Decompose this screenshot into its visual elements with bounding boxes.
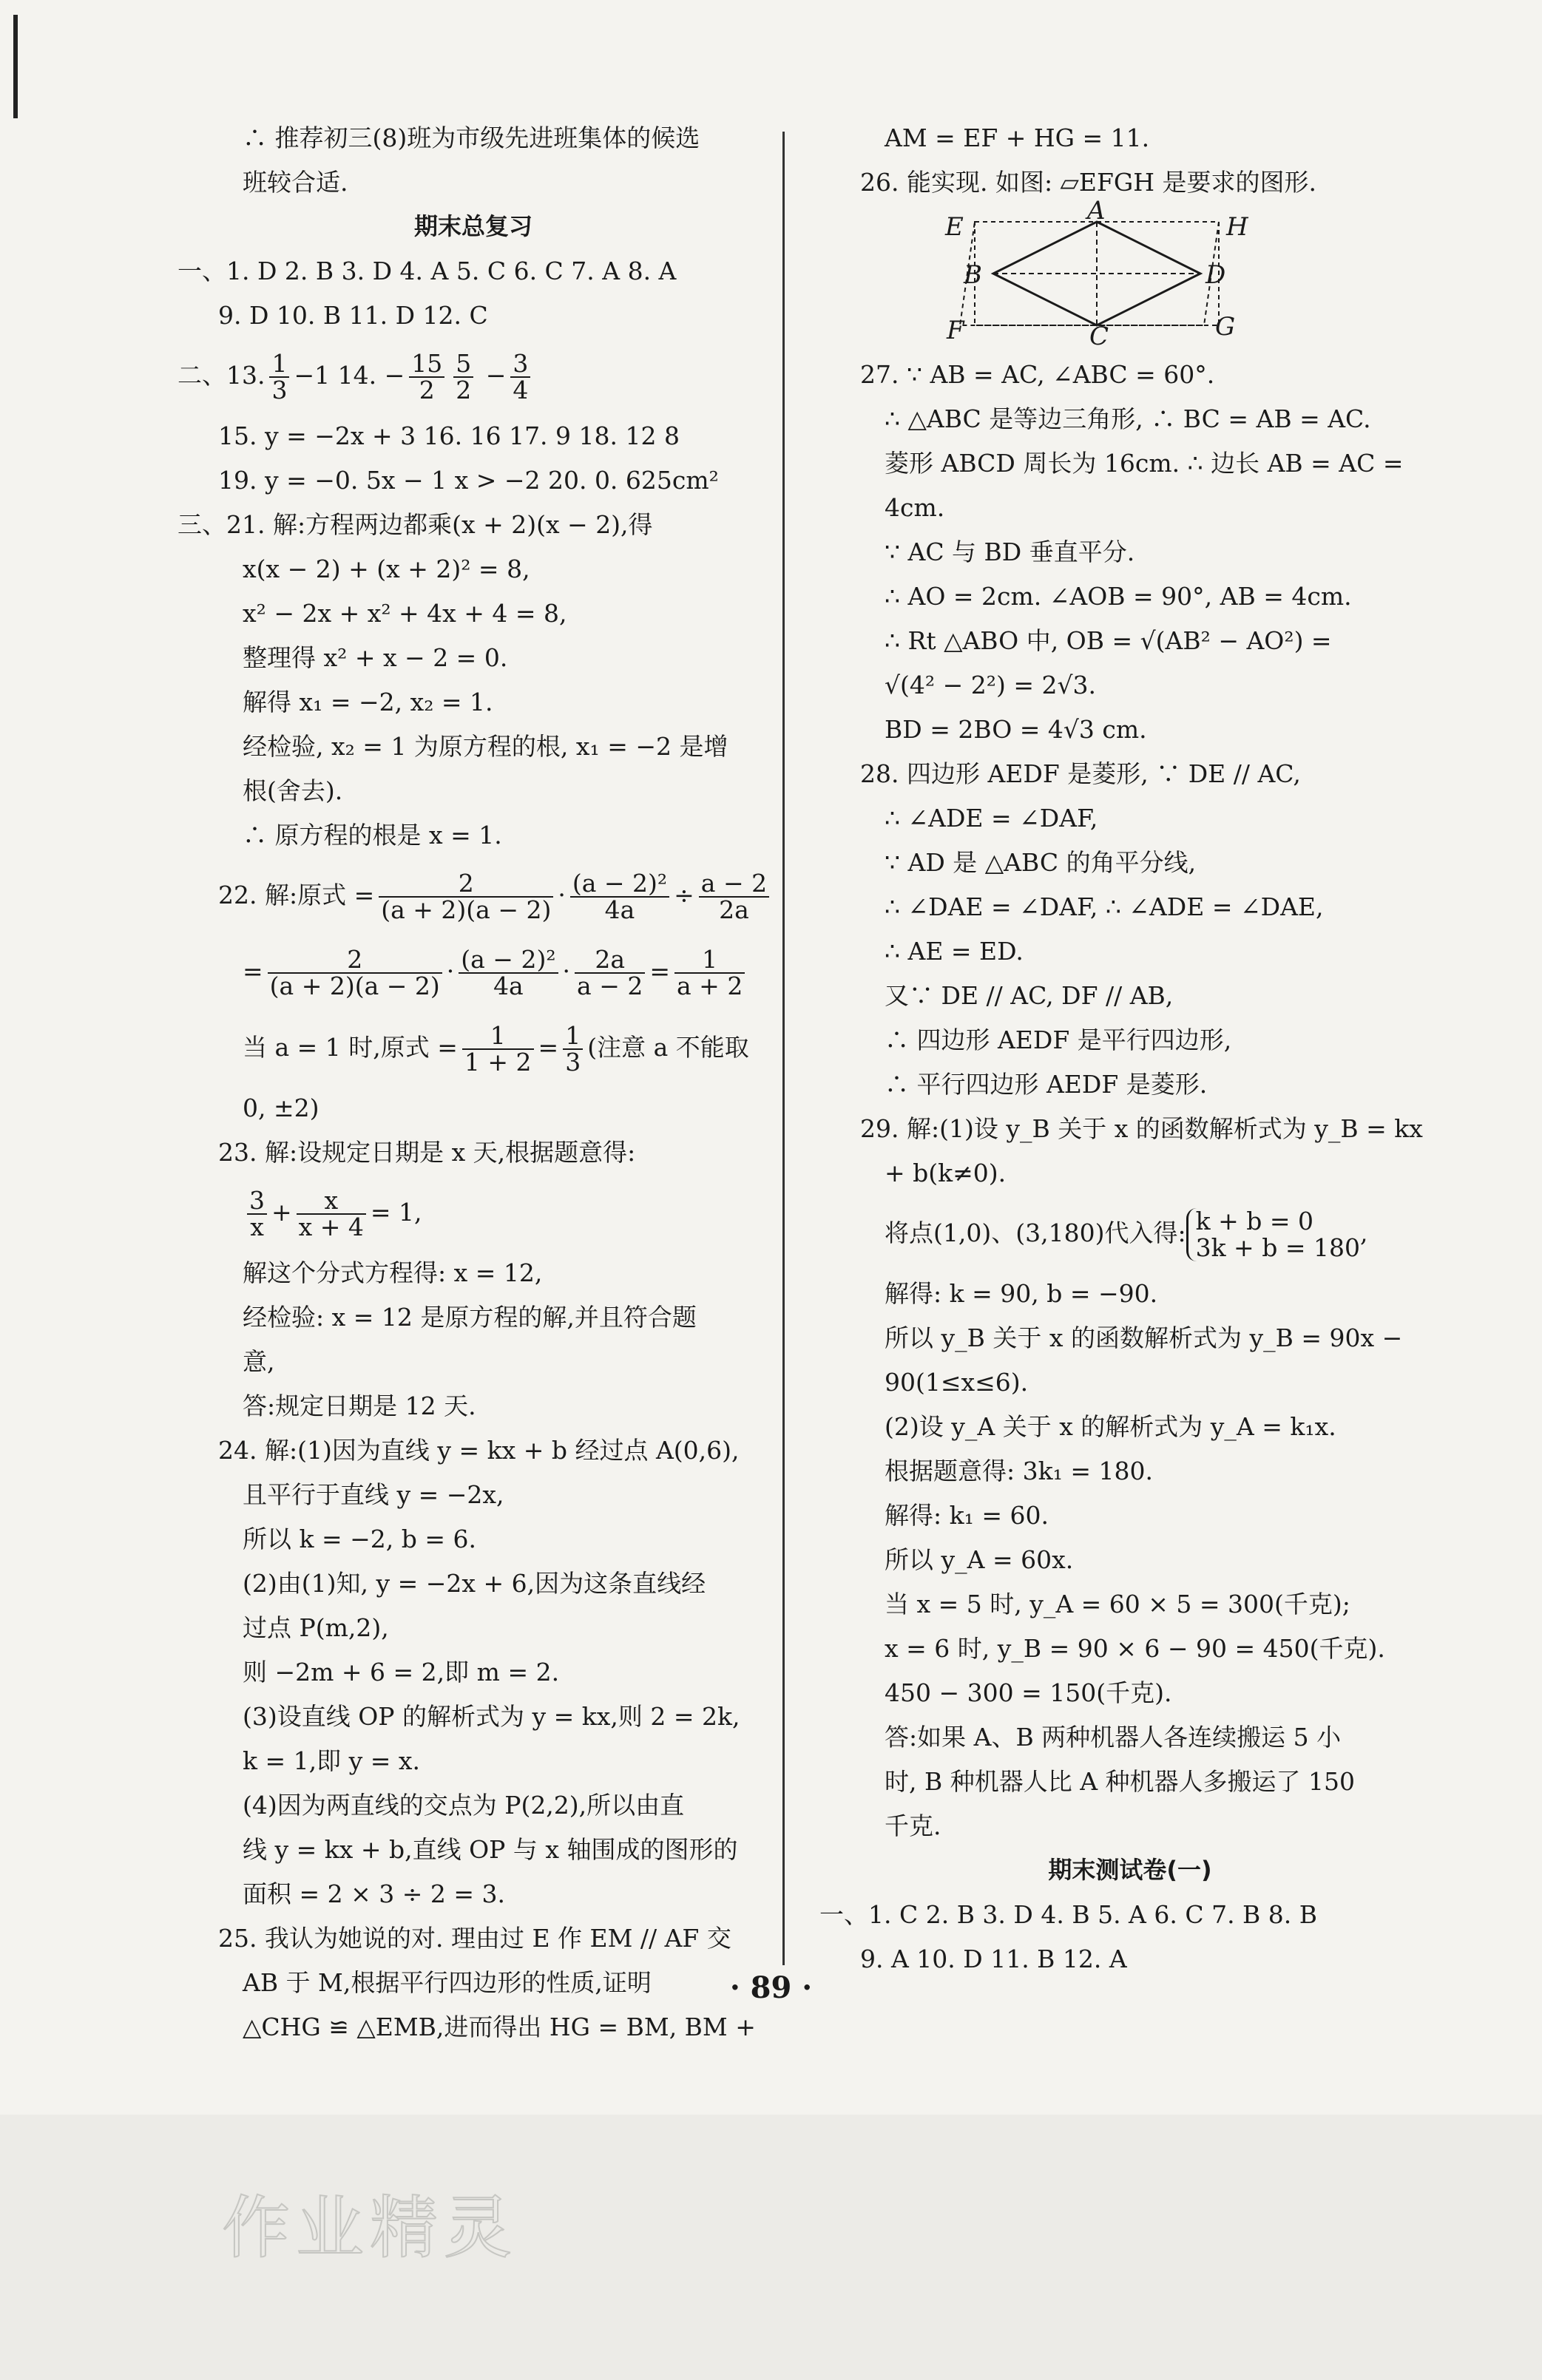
text-line: ∴ Rt △ABO 中, OB = √(AB² − AO²) = [885, 626, 1332, 655]
fraction: $\frac{5}{2}$ [453, 351, 473, 403]
column-divider [782, 132, 785, 1965]
fraction: $\frac{2}{(a + 2)(a - 2)}$ [379, 871, 553, 923]
section-heading: 期末总复习 [413, 212, 532, 240]
text-line: (4)因为两直线的交点为 P(2,2),所以由直 [243, 1791, 685, 1820]
text-line: x² − 2x + x² + 4x + 4 = 8, [243, 599, 567, 628]
text-line: √(4² − 2²) = 2√3. [885, 671, 1096, 699]
text-line: 0, ±2) [243, 1094, 319, 1122]
solution-22-line2 [177, 942, 769, 1001]
text-line: ∵ AD 是 △ABC 的角平分线, [885, 848, 1197, 877]
text-line: 千克. [885, 1811, 941, 1840]
text-line: 9. A 10. D 11. B 12. A [860, 1945, 1127, 1973]
fraction: $\frac{3}{4}$ [510, 351, 530, 403]
math-text: 二、13. [177, 361, 266, 390]
math-text: = [649, 957, 671, 986]
text-line: (3)设直线 OP 的解析式为 y = kx,则 2 = 2k, [243, 1702, 740, 1731]
lower-margin [0, 2115, 1542, 2380]
label-e: E [945, 212, 964, 242]
text-line: (2)设 y_A 关于 x 的解析式为 y_A = k₁x. [885, 1412, 1336, 1441]
fraction: $\frac{1}{a + 2}$ [674, 947, 745, 999]
text-line: AM = EF + HG = 11. [885, 123, 1150, 152]
text-line: 450 − 300 = 150(千克). [885, 1678, 1172, 1707]
text-line: 三、21. 解:方程两边都乘(x + 2)(x − 2),得 [177, 510, 653, 539]
text-line: 29. 解:(1)设 y_B 关于 x 的函数解析式为 y_B = kx [860, 1114, 1423, 1143]
fraction: $\frac{\text{(a − 2)²}}{4a}$ [459, 947, 558, 999]
page-number: · 89 · [729, 1970, 813, 2005]
text-line: 答:如果 A、B 两种机器人各连续搬运 5 小 [885, 1723, 1342, 1752]
text-line: ∴ 平行四边形 AEDF 是菱形. [885, 1070, 1208, 1099]
text-line: k = 1,即 y = x. [243, 1746, 420, 1775]
section-heading: 期末测试卷(一) [1048, 1856, 1212, 1884]
math-text: · [562, 957, 571, 986]
right-column [819, 124, 1441, 1990]
fraction: $\frac{1}{3}$ [563, 1023, 583, 1075]
text-line: 意, [243, 1347, 275, 1376]
text-line: 则 −2m + 6 = 2,即 m = 2. [243, 1658, 560, 1686]
equation-system [1186, 1208, 1360, 1261]
text-line: 经检验, x₂ = 1 为原方程的根, x₁ = −2 是增 [243, 732, 728, 761]
math-text: 当 a = 1 时,原式 = [243, 1033, 458, 1062]
text-line: 23. 解:设规定日期是 x 天,根据题意得: [218, 1138, 636, 1167]
text-line: ∴ ∠ADE = ∠DAF, [885, 804, 1098, 833]
text-line: 经检验: x = 12 是原方程的解,并且符合题 [243, 1303, 697, 1332]
text-line: ∵ AC 与 BD 垂直平分. [885, 538, 1135, 566]
equation-1: k + b = 0 [1195, 1207, 1313, 1235]
math-text: + [271, 1198, 292, 1227]
text-line: 4cm. [885, 493, 945, 522]
label-a: A [1087, 196, 1106, 226]
fraction: $\frac{x}{x + 4}$ [297, 1188, 366, 1240]
scan-edge-mark [13, 15, 18, 118]
answer-line-13-14 [177, 346, 769, 405]
label-c: C [1089, 322, 1109, 351]
math-text: (注意 a 不能取 [587, 1033, 749, 1062]
text-line: △CHG ≌ △EMB,进而得出 HG = BM, BM + [243, 2013, 756, 2041]
fraction: $\frac{3}{x}$ [247, 1188, 267, 1240]
text-line: 25. 我认为她说的对. 理由过 E 作 EM // AF 交 [218, 1924, 731, 1953]
math-text: = [243, 957, 263, 986]
text-line: 菱形 ABCD 周长为 16cm. ∴ 边长 AB = AC = [885, 449, 1404, 478]
text-line: 时, B 种机器人比 A 种机器人多搬运了 150 [885, 1767, 1356, 1796]
label-f: F [947, 316, 964, 345]
math-text: · [446, 957, 455, 986]
text-line: 90(1≤x≤6). [885, 1368, 1029, 1397]
parallelogram-figure [819, 196, 1441, 351]
fraction: $\frac{2a}{a - 2}$ [575, 947, 645, 999]
label-b: B [964, 260, 982, 290]
solution-22-line3 [177, 1018, 769, 1077]
text-line: 所以 y_A = 60x. [885, 1545, 1074, 1574]
solution-22-line1 [177, 866, 769, 925]
fraction: $\frac{15}{2}$ [409, 351, 444, 403]
label-h: H [1226, 212, 1248, 242]
text-line: BD = 2BO = 4√3 cm. [885, 715, 1147, 744]
text-line: 24. 解:(1)因为直线 y = kx + b 经过点 A(0,6), [218, 1436, 740, 1465]
text-line: 整理得 x² + x − 2 = 0. [243, 643, 508, 672]
text-line: 解得: k₁ = 60. [885, 1501, 1049, 1530]
math-text: · [558, 881, 566, 909]
text-line: 线 y = kx + b,直线 OP 与 x 轴围成的图形的 [243, 1835, 738, 1864]
text-line: x = 6 时, y_B = 90 × 6 − 90 = 450(千克). [885, 1634, 1385, 1663]
text-line: 一、1. D 2. B 3. D 4. A 5. C 6. C 7. A 8. A [177, 257, 677, 285]
math-text: , [1359, 1218, 1368, 1247]
math-text: 22. 解:原式 = [218, 881, 375, 909]
fraction: $\frac{1}{1 + 2}$ [462, 1023, 534, 1075]
text-line: ∴ 原方程的根是 x = 1. [243, 821, 502, 850]
equation-2: 3k + b = 180 [1195, 1233, 1360, 1262]
text-line: 解得: k = 90, b = −90. [885, 1279, 1158, 1308]
text-line: 28. 四边形 AEDF 是菱形, ∵ DE // AC, [860, 759, 1301, 788]
text-line: (2)由(1)知, y = −2x + 6,因为这条直线经 [243, 1569, 706, 1598]
fraction: $\frac{a - 2}{2a}$ [699, 871, 769, 923]
watermark-logo: 作业精灵 [222, 2189, 518, 2268]
fraction: $\frac{2}{(a + 2)(a - 2)}$ [268, 947, 442, 999]
math-text: = 1, [370, 1198, 422, 1227]
text-line: 9. D 10. B 11. D 12. C [218, 301, 488, 330]
text-line: 所以 k = −2, b = 6. [243, 1525, 476, 1553]
text-line: 19. y = −0. 5x − 1 x > −2 20. 0. 625cm² [218, 466, 719, 495]
text-line: 27. ∵ AB = AC, ∠ABC = 60°. [860, 360, 1215, 389]
text-line: ∴ 四边形 AEDF 是平行四边形, [885, 1025, 1232, 1054]
text-line: 解这个分式方程得: x = 12, [243, 1258, 543, 1287]
text-line: ∴ AE = ED. [885, 937, 1024, 966]
math-text: 将点(1,0)、(3,180)代入得: [885, 1218, 1186, 1247]
text-line: 根(舍去). [243, 776, 343, 805]
text-line: + b(k≠0). [885, 1159, 1007, 1187]
text-line: AB 于 M,根据平行四边形的性质,证明 [243, 1968, 652, 1997]
text-line: 面积 = 2 × 3 ÷ 2 = 3. [243, 1879, 505, 1908]
fraction: $\frac{\text{(a − 2)²}}{4a}$ [570, 871, 669, 923]
text-line: ∴ ∠DAE = ∠DAF, ∴ ∠ADE = ∠DAE, [885, 892, 1324, 921]
text-line: ∴ △ABC 是等边三角形, ∴ BC = AB = AC. [885, 404, 1371, 433]
math-text: − [478, 361, 507, 390]
label-g: G [1215, 312, 1236, 342]
text-line: 又∵ DE // AC, DF // AB, [885, 981, 1174, 1010]
label-d: D [1205, 260, 1226, 290]
text-line: 且平行于直线 y = −2x, [243, 1480, 504, 1509]
system-29 [819, 1204, 1441, 1263]
text-line: 15. y = −2x + 3 16. 16 17. 9 18. 12 8 [218, 421, 680, 450]
text-line: 所以 y_B 关于 x 的函数解析式为 y_B = 90x − [885, 1323, 1403, 1352]
math-text: −1 14. − [294, 361, 405, 390]
geometry-diagram [930, 196, 1278, 351]
text-line: ∴ 推荐初三(8)班为市级先进班集体的候选 [243, 123, 700, 152]
text-line: 一、1. C 2. B 3. D 4. B 5. A 6. C 7. B 8. B [819, 1900, 1318, 1929]
text-line: 当 x = 5 时, y_A = 60 × 5 = 300(千克); [885, 1590, 1350, 1618]
text-line: x(x − 2) + (x + 2)² = 8, [243, 555, 530, 583]
text-line: 根据题意得: 3k₁ = 180. [885, 1457, 1153, 1485]
left-column [177, 124, 769, 2058]
math-text: ÷ [674, 881, 694, 909]
text-line: 26. 能实现. 如图: ▱EFGH 是要求的图形. [860, 168, 1317, 197]
equation-23 [177, 1183, 769, 1242]
fraction: $\frac{1}{3}$ [269, 351, 289, 403]
text-line: 班较合适. [243, 168, 348, 197]
text-line: 答:规定日期是 12 天. [243, 1391, 476, 1420]
math-text: = [538, 1033, 559, 1062]
text-line: 过点 P(m,2), [243, 1613, 389, 1642]
text-line: ∴ AO = 2cm. ∠AOB = 90°, AB = 4cm. [885, 582, 1352, 611]
text-line: 解得 x₁ = −2, x₂ = 1. [243, 688, 493, 716]
